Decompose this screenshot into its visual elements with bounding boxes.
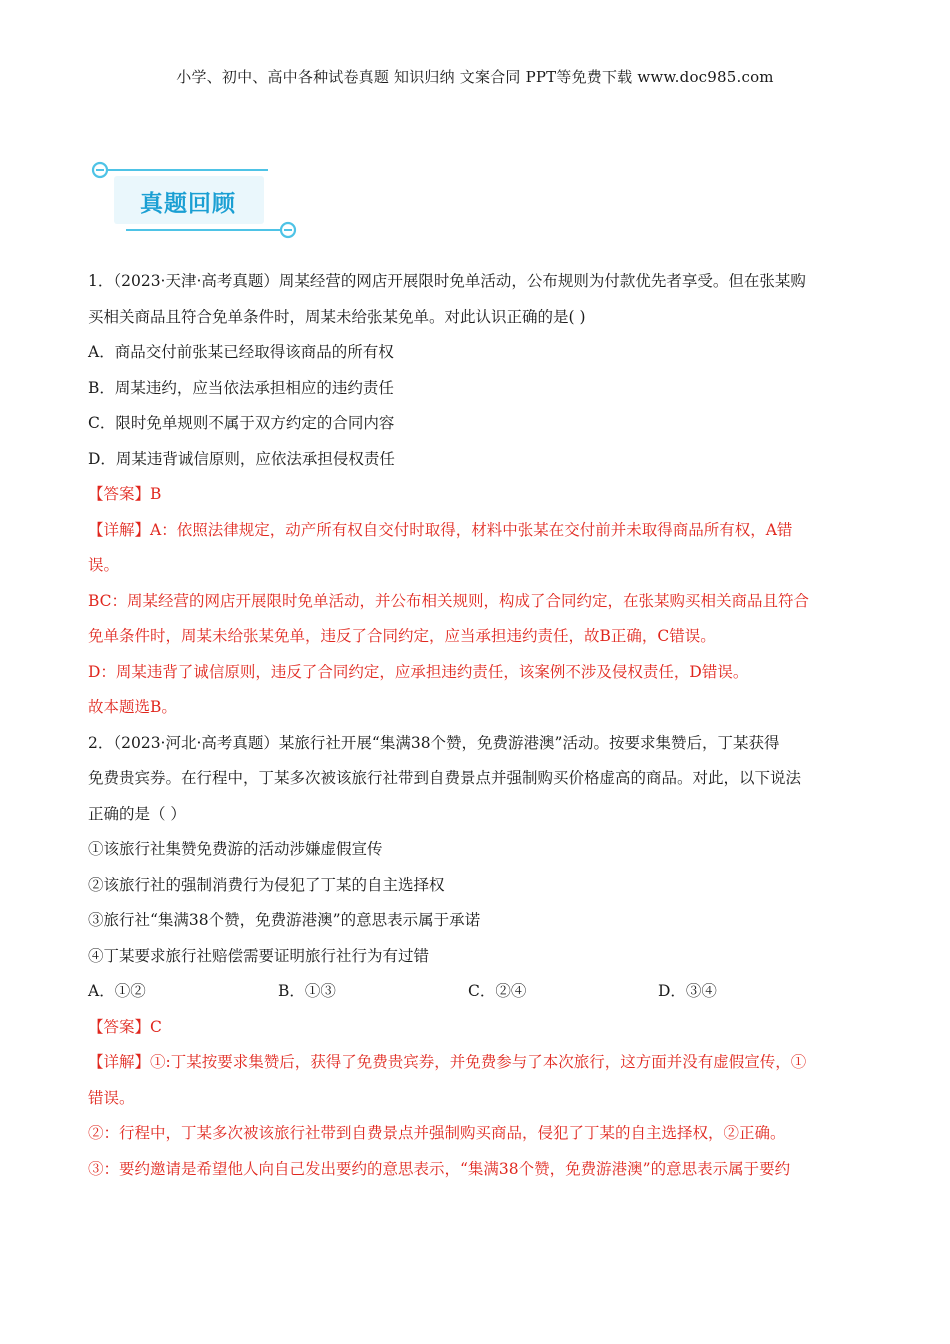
q2-stem-line3: 正确的是（ ） bbox=[88, 804, 186, 823]
q1-option-a: A．商品交付前张某已经取得该商品的所有权 bbox=[88, 343, 394, 361]
document-body bbox=[88, 264, 868, 1187]
q2-detail-line: 错误。 bbox=[88, 1088, 135, 1107]
q1-detail-line: 故本题选B。 bbox=[88, 698, 177, 716]
q1-detail-line: D：周某违背了诚信原则，违反了合同约定，应承担违约责任，该案例不涉及侵权责任，D错误。 bbox=[88, 662, 749, 681]
q2-answer: 【答案】C bbox=[88, 1017, 162, 1036]
q1-option-b: B．周某违约，应当依法承担相应的违约责任 bbox=[88, 378, 394, 397]
q2-options bbox=[88, 974, 868, 1010]
q1-option-c: C．限时免单规则不属于双方约定的合同内容 bbox=[88, 414, 395, 432]
q2-detail-line: 【详解】①:丁某按要求集赞后，获得了免费贵宾券，并免费参与了本次旅行，这方面并没有虚假宣传，① bbox=[88, 1053, 807, 1071]
q2-detail-line: ②：行程中，丁某多次被该旅行社带到自费景点并强制购买商品，侵犯了丁某的自主选择权，②正确。 bbox=[88, 1124, 786, 1142]
q1-detail-line: 误。 bbox=[88, 556, 120, 574]
q2-stem-line2: 免费贵宾券。在行程中，丁某多次被该旅行社带到自费景点并强制购买价格虚高的商品。对此，以下说法 bbox=[88, 769, 802, 787]
q2-statement-3: ③旅行社“集满38个赞，免费游港澳”的意思表示属于承诺 bbox=[88, 911, 481, 929]
q1-detail-line: 【详解】A：依照法律规定，动产所有权自交付时取得，材料中张某在交付前并未取得商品所有权，A错 bbox=[88, 520, 793, 539]
q1-detail-line: 免单条件时，周某未给张某免单，违反了合同约定，应当承担违约责任，故B正确，C错误。 bbox=[88, 627, 716, 645]
section-badge bbox=[88, 152, 306, 244]
q2-detail-line: ③：要约邀请是希望他人向自己发出要约的意思表示，“集满38个赞，免费游港澳”的意思表示属于要约 bbox=[88, 1159, 791, 1178]
q2-option-a: A．①② bbox=[88, 982, 146, 1000]
q1-stem-line1: 1．（2023·天津·高考真题）周某经营的网店开展限时免单活动，公布规则为付款优先者享受。但在张某购 bbox=[88, 272, 806, 290]
q2-option-c: C．②④ bbox=[468, 982, 527, 1000]
q2-statement-2: ②该旅行社的强制消费行为侵犯了丁某的自主选择权 bbox=[88, 875, 445, 894]
q2-statement-4: ④丁某要求旅行社赔偿需要证明旅行社行为有过错 bbox=[88, 946, 430, 965]
section-title: 真题回顾 bbox=[140, 191, 236, 217]
q2-option-b: B．①③ bbox=[278, 982, 336, 1000]
q1-detail-line: BC：周某经营的网店开展限时免单活动，并公布相关规则，构成了合同约定，在张某购买相关商品且符合 bbox=[88, 591, 810, 610]
q1-option-d: D．周某违背诚信原则，应依法承担侵权责任 bbox=[88, 449, 395, 468]
page-header: 小学、初中、高中各种试卷真题 知识归纳 文案合同 PPT等免费下载 www.doc985.com bbox=[176, 68, 774, 86]
q2-stem-line1: 2．（2023·河北·高考真题）某旅行社开展“集满38个赞，免费游港澳”活动。按要求集赞后，丁某获得 bbox=[88, 733, 780, 752]
q1-answer: 【答案】B bbox=[88, 485, 162, 503]
q1-stem-line2: 买相关商品且符合免单条件时，周某未给张某免单。对此认识正确的是( ) bbox=[88, 307, 586, 326]
q2-statement-1: ①该旅行社集赞免费游的活动涉嫌虚假宣传 bbox=[88, 840, 383, 858]
q2-option-d: D．③④ bbox=[658, 982, 717, 1000]
